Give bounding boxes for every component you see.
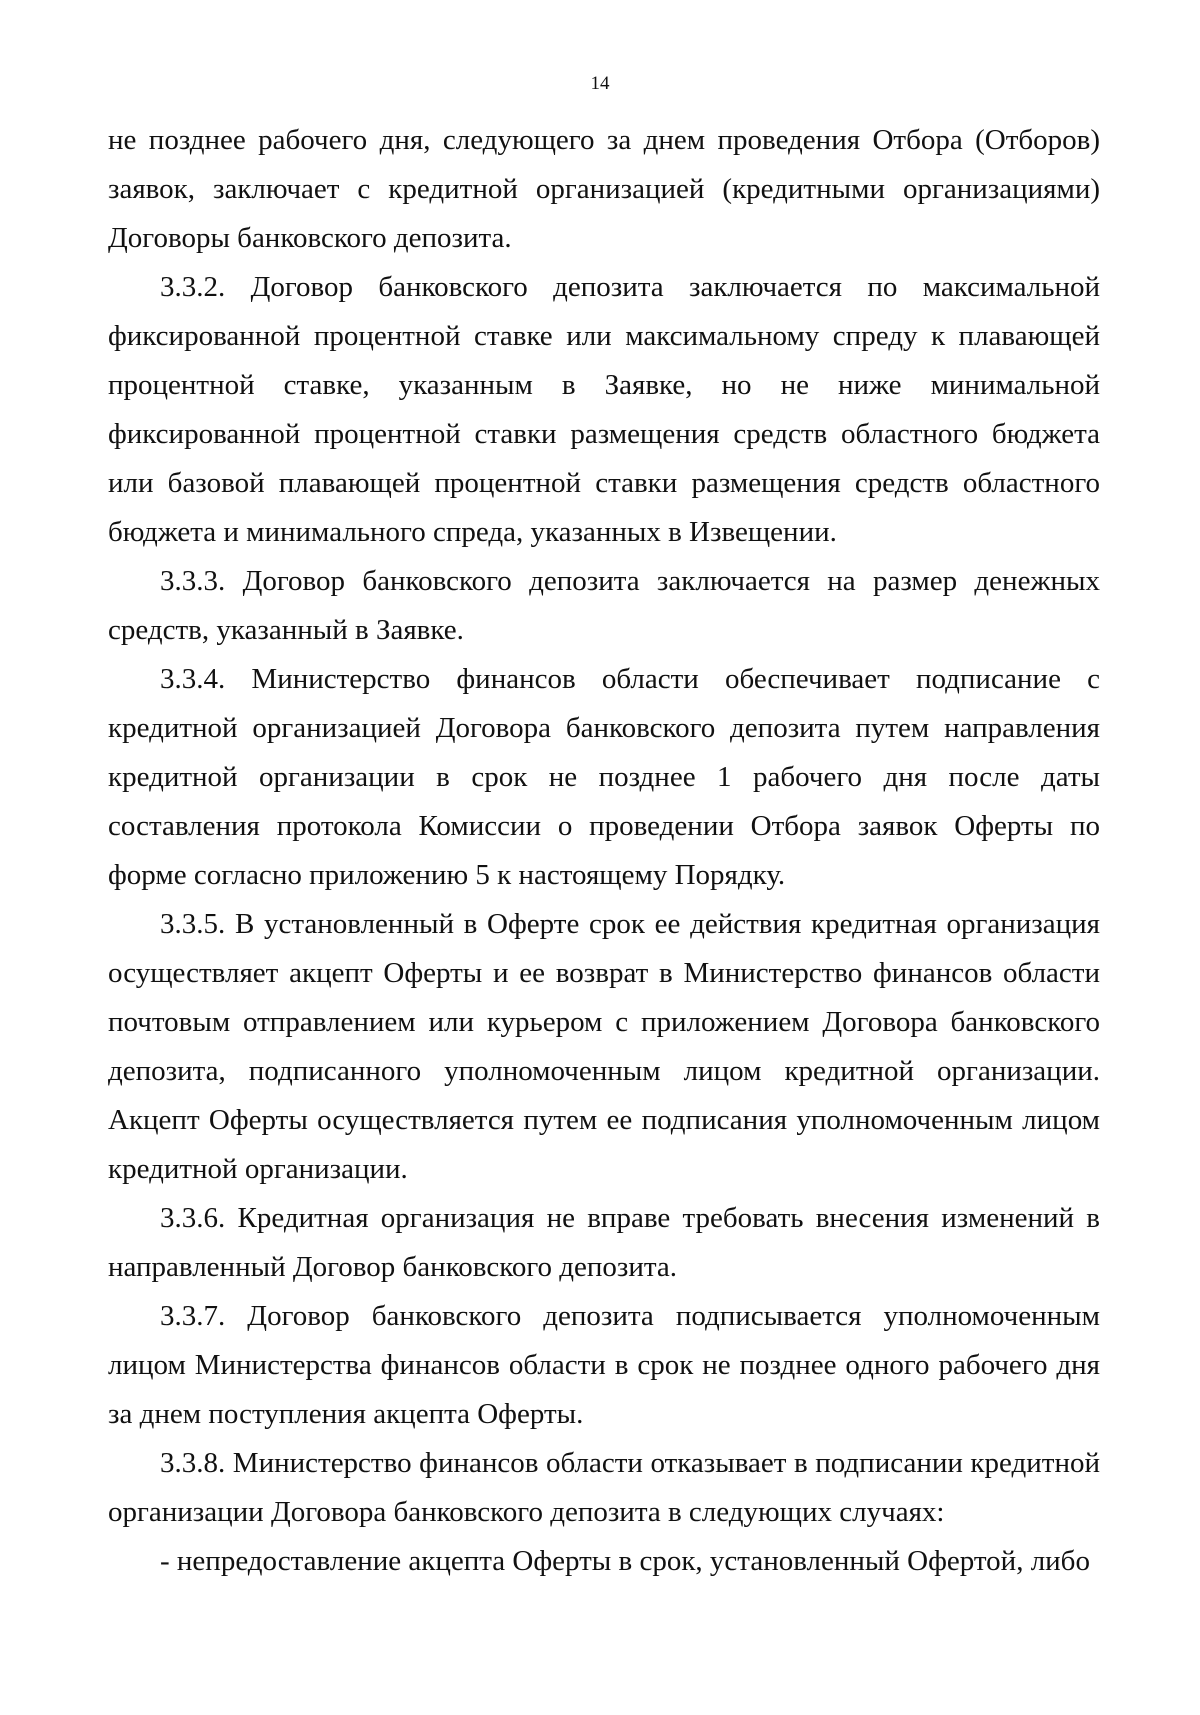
- paragraph-continuation: не позднее рабочего дня, следующего за днем проведения Отбора (Отборов) заявок, заключает с кредитной организацией (кредитными организациями) Договоры банковского депозита.: [108, 124, 1100, 254]
- paragraph-3-3-6: 3.3.6. Кредитная организация не вправе требовать внесения изменений в направленный Договор банковского депозита.: [108, 1202, 1100, 1283]
- paragraph-3-3-8: 3.3.8. Министерство финансов области отказывает в подписании кредитной организации Договора банковского депозита в следующих случаях:: [108, 1447, 1100, 1528]
- list-item: - непредоставление акцепта Оферты в срок, установленный Офертой, либо: [160, 1545, 1090, 1577]
- paragraph-3-3-5: 3.3.5. В установленный в Оферте срок ее действия кредитная организация осуществляет акцепт Оферты и ее возврат в Министерство финансов области почтовым отправлением или курьером с приложением Договора банковского депозита, подписанного уполномоченным лицом кредитной организации. Акцепт Оферты осуществляется путем ее подписания уполномоченным лицом кредитной организации.: [108, 908, 1100, 1185]
- paragraph-3-3-7: 3.3.7. Договор банковского депозита подписывается уполномоченным лицом Министерства финансов области в срок не позднее одного рабочего дня за днем поступления акцепта Оферты.: [108, 1300, 1100, 1430]
- paragraph-3-3-4: 3.3.4. Министерство финансов области обеспечивает подписание с кредитной организацией Договора банковского депозита путем направления кредитной организации в срок не позднее 1 рабочего дня после даты составления протокола Комиссии о проведении Отбора заявок Оферты по форме согласно приложению 5 к настоящему Порядку.: [108, 663, 1100, 891]
- paragraph-3-3-3: 3.3.3. Договор банковского депозита заключается на размер денежных средств, указанный в Заявке.: [108, 565, 1100, 646]
- body-text: [108, 116, 1100, 1586]
- paragraph-3-3-2: 3.3.2. Договор банковского депозита заключается по максимальной фиксированной процентной ставке или максимальному спреду к плавающей процентной ставке, указанным в Заявке, но не ниже минимальной фиксированной процентной ставки размещения средств областного бюджета или базовой плавающей процентной ставки размещения средств областного бюджета и минимального спреда, указанных в Извещении.: [108, 271, 1100, 548]
- page-number: 14: [590, 73, 610, 94]
